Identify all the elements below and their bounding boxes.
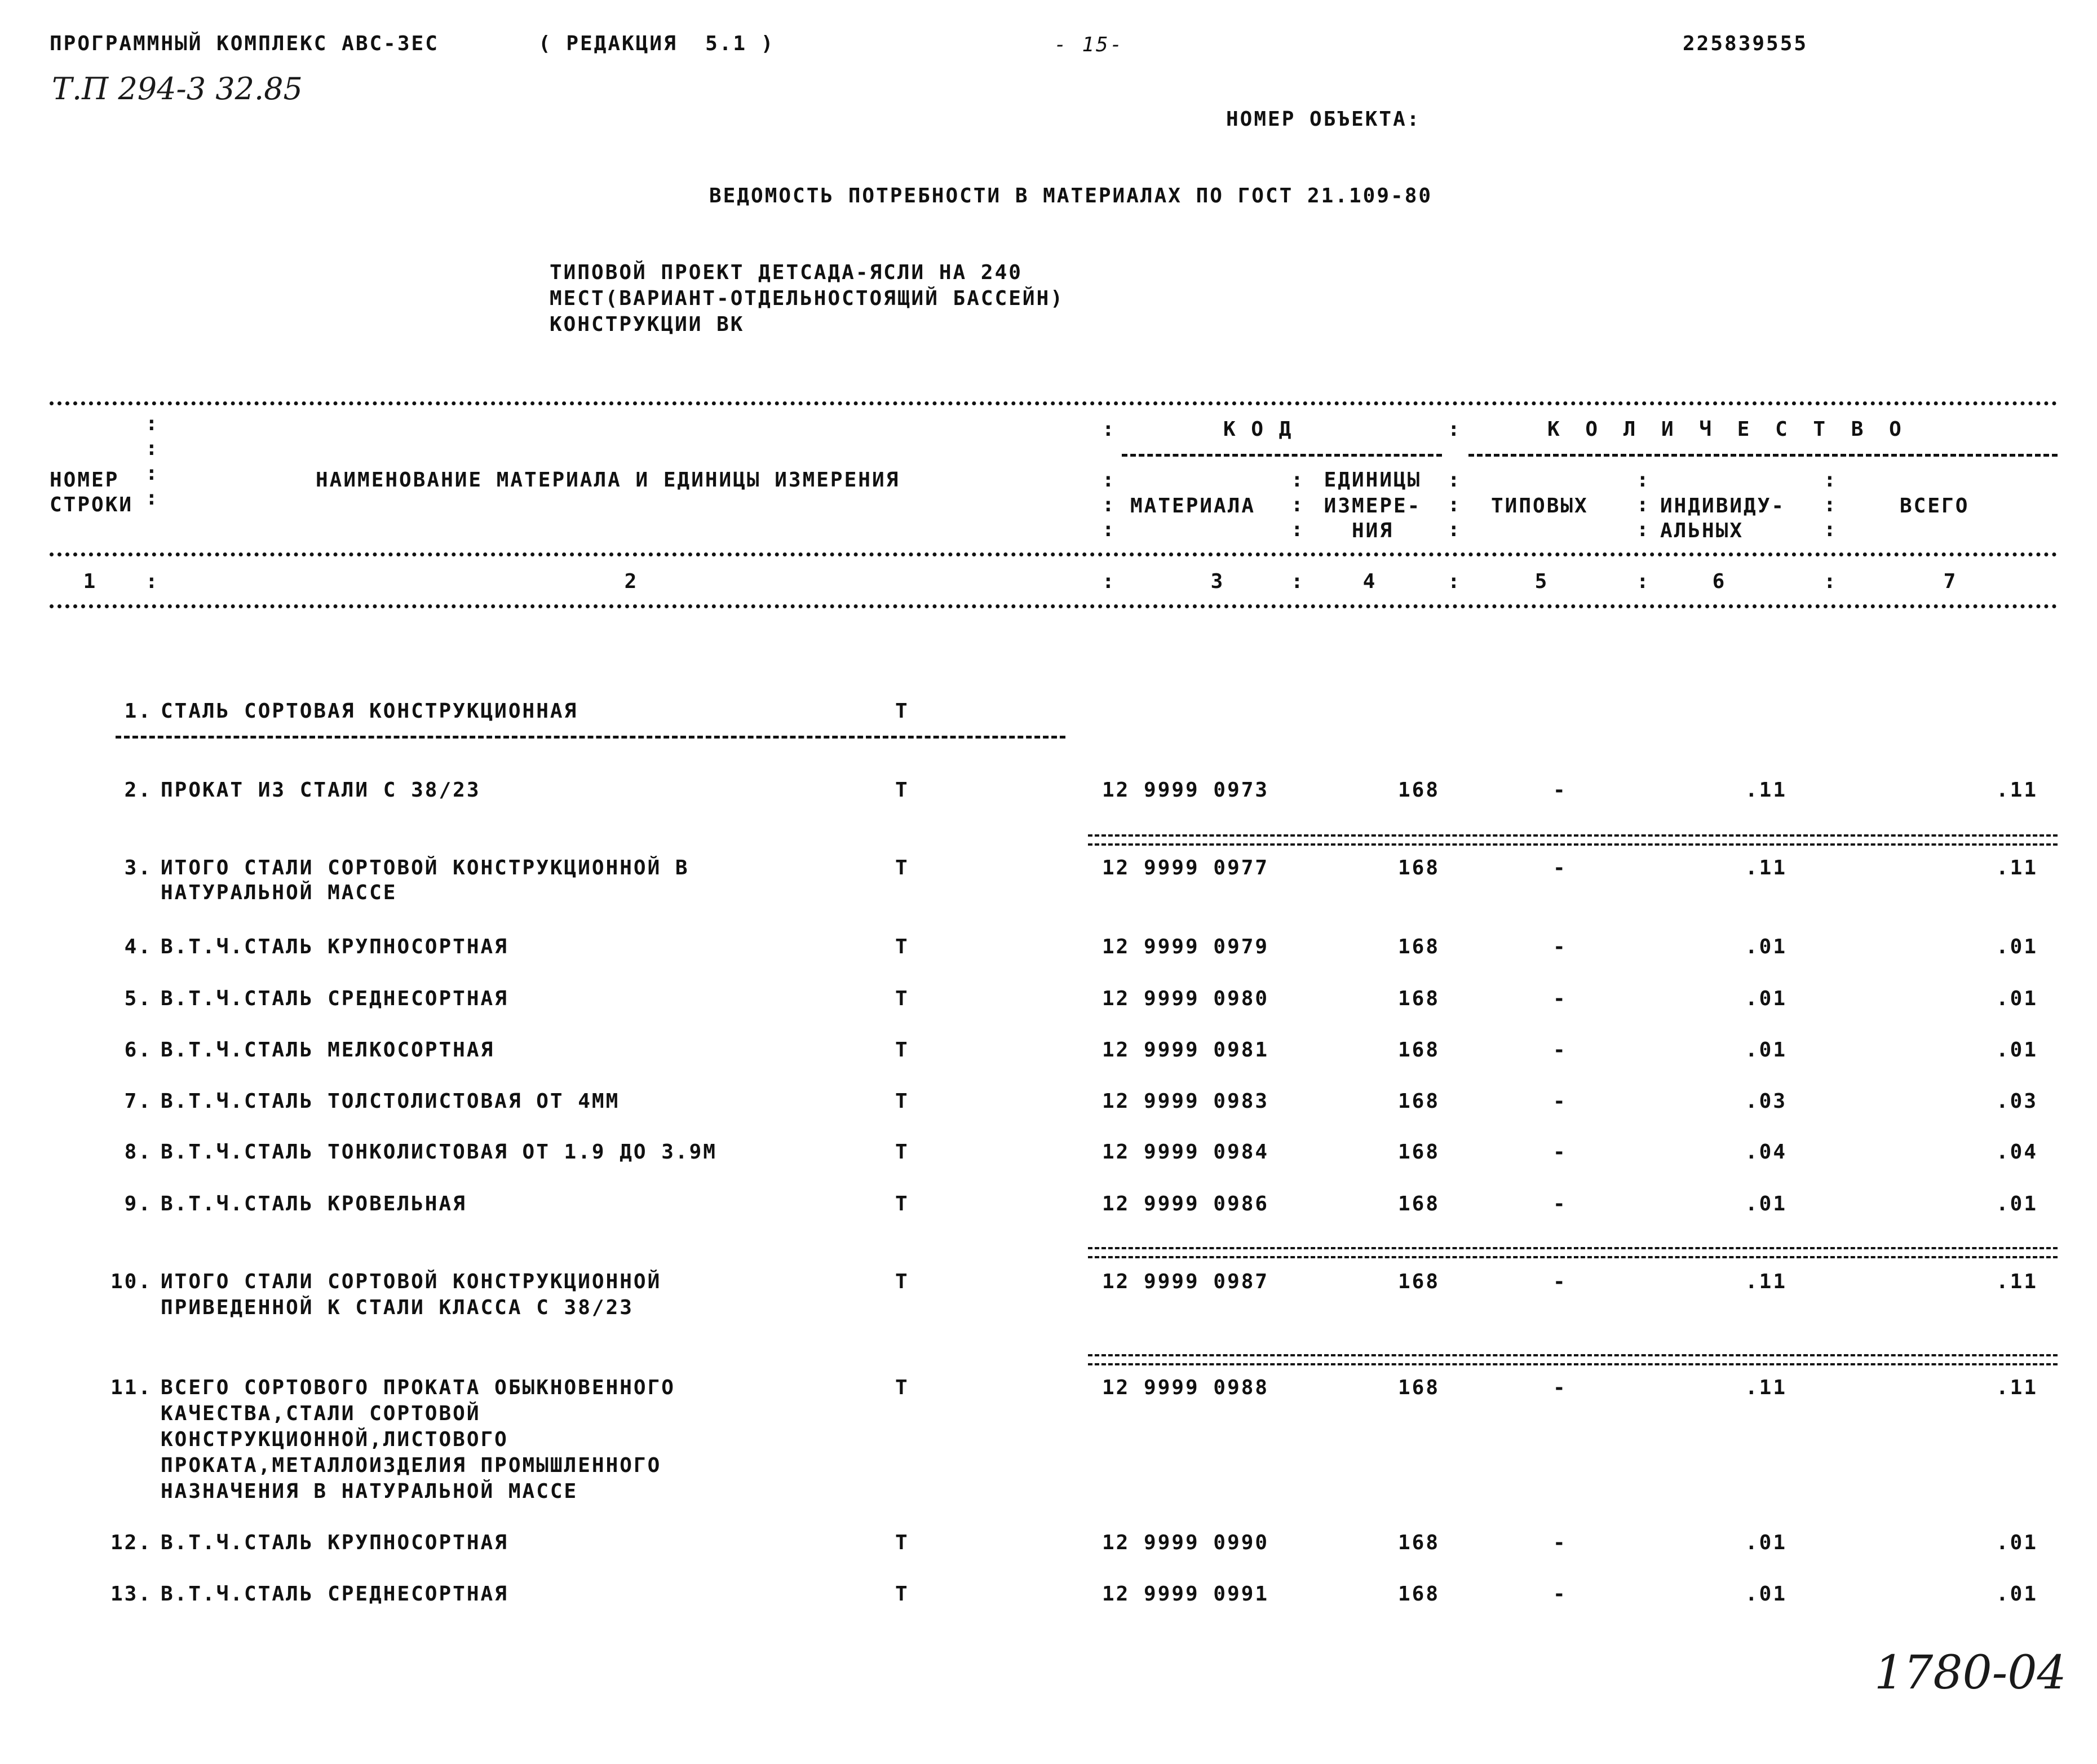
column-separator: :	[1824, 570, 1836, 593]
unit-code: 168	[1398, 935, 1440, 958]
row-number: 10.	[110, 1270, 152, 1293]
column-separator: :	[1102, 570, 1114, 593]
column-separator: : : : :	[145, 412, 158, 510]
material-name: В.Т.Ч.СТАЛЬ СРЕДНЕСОРТНАЯ	[161, 987, 508, 1010]
project-line-3: КОНСТРУКЦИИ ВК	[550, 313, 745, 336]
material-code: 12 9999 0987	[1102, 1270, 1269, 1293]
individual-quantity: .03	[1745, 1090, 1787, 1113]
document-title: ВЕДОМОСТЬ ПОТРЕБНОСТИ В МАТЕРИАЛАХ ПО ГОСТ 21.109-80	[709, 184, 1433, 207]
individual-quantity: .11	[1745, 779, 1787, 802]
row-number-header-2: СТРОКИ	[50, 493, 134, 516]
unit-code: 168	[1398, 1270, 1440, 1293]
total-quantity: .01	[1996, 1582, 2038, 1606]
column-separator: :	[1636, 570, 1649, 593]
header-rule-bottom	[50, 604, 2058, 608]
typical-quantity: -	[1553, 1090, 1567, 1113]
unit-code-header-2: ИЗМЕРЕ-	[1324, 494, 1422, 518]
material-name-continued: КАЧЕСТВА,СТАЛИ СОРТОВОЙ	[161, 1402, 481, 1425]
material-name: В.Т.Ч.СТАЛЬ СРЕДНЕСОРТНАЯ	[161, 1582, 508, 1606]
individual-quantity-header-2: АЛЬНЫХ	[1660, 519, 1744, 542]
total-quantity: .04	[1996, 1140, 2038, 1164]
row-number: 12.	[110, 1531, 152, 1554]
material-name: В.Т.Ч.СТАЛЬ ТОЛСТОЛИСТОВАЯ ОТ 4ММ	[161, 1090, 620, 1113]
individual-quantity: .01	[1745, 935, 1787, 958]
unit-label: Т	[895, 1038, 909, 1062]
row-number: 1.	[124, 700, 152, 723]
typical-quantity: -	[1553, 1038, 1567, 1062]
handwritten-reference: Т.П 294-3 32.85	[52, 71, 303, 107]
column-separator: :	[1448, 418, 1460, 441]
column-number: 1	[83, 570, 98, 593]
column-separator: : : :	[1448, 468, 1460, 541]
handwritten-sheet-number: 1780-04	[1874, 1646, 2067, 1700]
typical-quantity: -	[1553, 779, 1567, 802]
unit-code: 168	[1398, 1376, 1440, 1399]
typical-quantity: -	[1553, 1192, 1567, 1215]
typical-quantity: -	[1553, 1270, 1567, 1293]
total-quantity: .11	[1996, 1270, 2038, 1293]
quantity-group-header: К О Л И Ч Е С Т В О	[1547, 418, 1908, 441]
total-quantity: .03	[1996, 1090, 2038, 1113]
column-number: 6	[1712, 570, 1727, 593]
code-group-header: К О Д	[1223, 418, 1293, 441]
typical-quantity: -	[1553, 1376, 1567, 1399]
typical-quantity: -	[1553, 1140, 1567, 1164]
individual-quantity: .01	[1745, 1192, 1787, 1215]
row-number: 13.	[110, 1582, 152, 1606]
column-separator: :	[1102, 418, 1114, 441]
material-name: ВСЕГО СОРТОВОГО ПРОКАТА ОБЫКНОВЕННОГО	[161, 1376, 675, 1399]
material-code: 12 9999 0983	[1102, 1090, 1269, 1113]
typical-quantity-header: ТИПОВЫХ	[1491, 494, 1589, 518]
material-code: 12 9999 0979	[1102, 935, 1269, 958]
row-number: 3.	[124, 856, 152, 879]
material-name: В.Т.Ч.СТАЛЬ КРУПНОСОРТНАЯ	[161, 935, 508, 958]
material-name: В.Т.Ч.СТАЛЬ КРУПНОСОРТНАЯ	[161, 1531, 508, 1554]
column-number: 7	[1943, 570, 1958, 593]
total-quantity: .11	[1996, 779, 2038, 802]
row-number: 8.	[124, 1140, 152, 1164]
material-code: 12 9999 0977	[1102, 856, 1269, 879]
unit-code: 168	[1398, 1192, 1440, 1215]
header-rule-middle	[50, 552, 2058, 556]
unit-label: Т	[895, 1090, 909, 1113]
unit-code: 168	[1398, 779, 1440, 802]
material-name: ИТОГО СТАЛИ СОРТОВОЙ КОНСТРУКЦИОННОЙ	[161, 1270, 662, 1293]
column-number: 2	[624, 570, 639, 593]
total-quantity: .01	[1996, 1038, 2038, 1062]
material-code: 12 9999 0991	[1102, 1582, 1269, 1606]
row-number-header: НОМЕР	[50, 468, 120, 492]
row-number: 2.	[124, 779, 152, 802]
row-number: 11.	[110, 1376, 152, 1399]
material-name: ПРОКАТ ИЗ СТАЛИ С 38/23	[161, 779, 481, 802]
subtotal-rule	[1088, 1354, 2058, 1365]
material-code-header: МАТЕРИАЛА	[1130, 494, 1256, 518]
row-number: 7.	[124, 1090, 152, 1113]
row-number: 9.	[124, 1192, 152, 1215]
project-line-2: МЕСТ(ВАРИАНТ-ОТДЕЛЬНОСТОЯЩИЙ БАССЕЙН)	[550, 287, 1064, 310]
total-quantity: .11	[1996, 1376, 2038, 1399]
material-code: 12 9999 0973	[1102, 779, 1269, 802]
unit-label: Т	[895, 779, 909, 802]
project-line-1: ТИПОВОЙ ПРОЕКТ ДЕТСАДА-ЯСЛИ НА 240	[550, 261, 1023, 284]
row-underline	[116, 736, 1065, 739]
material-name: СТАЛЬ СОРТОВАЯ КОНСТРУКЦИОННАЯ	[161, 700, 578, 723]
column-number: 5	[1534, 570, 1549, 593]
material-name: В.Т.Ч.СТАЛЬ ТОНКОЛИСТОВАЯ ОТ 1.9 ДО 3.9М	[161, 1140, 717, 1164]
unit-label: Т	[895, 1582, 909, 1606]
total-quantity: .11	[1996, 856, 2038, 879]
document-code: 225839555	[1683, 32, 1808, 55]
program-name: ПРОГРАММНЫЙ КОМПЛЕКС АВС-ЗЕС	[50, 32, 439, 55]
material-name: В.Т.Ч.СТАЛЬ КРОВЕЛЬНАЯ	[161, 1192, 467, 1215]
unit-label: Т	[895, 1140, 909, 1164]
material-code: 12 9999 0984	[1102, 1140, 1269, 1164]
unit-label: Т	[895, 1270, 909, 1293]
individual-quantity: .11	[1745, 1376, 1787, 1399]
material-name: ИТОГО СТАЛИ СОРТОВОЙ КОНСТРУКЦИОННОЙ В	[161, 856, 689, 879]
individual-quantity: .01	[1745, 1531, 1787, 1554]
column-separator: :	[145, 570, 158, 593]
unit-code: 168	[1398, 987, 1440, 1010]
typical-quantity: -	[1553, 1582, 1567, 1606]
material-code: 12 9999 0980	[1102, 987, 1269, 1010]
total-quantity: .01	[1996, 987, 2038, 1010]
header-subrule-code	[1122, 454, 1442, 457]
individual-quantity: .01	[1745, 987, 1787, 1010]
column-separator: : : :	[1102, 468, 1114, 541]
material-name-continued: ПРИВЕДЕННОЙ К СТАЛИ КЛАССА С 38/23	[161, 1296, 634, 1319]
material-name: В.Т.Ч.СТАЛЬ МЕЛКОСОРТНАЯ	[161, 1038, 495, 1062]
row-number: 6.	[124, 1038, 152, 1062]
column-number: 3	[1210, 570, 1225, 593]
material-code: 12 9999 0986	[1102, 1192, 1269, 1215]
unit-label: Т	[895, 935, 909, 958]
subtotal-rule	[1088, 1247, 2058, 1258]
material-name-continued: НАТУРАЛЬНОЙ МАССЕ	[161, 881, 397, 904]
total-quantity-header: ВСЕГО	[1900, 494, 1970, 518]
material-name-continued: КОНСТРУКЦИОННОЙ,ЛИСТОВОГО	[161, 1428, 508, 1451]
total-quantity: .01	[1996, 935, 2038, 958]
material-code: 12 9999 0988	[1102, 1376, 1269, 1399]
material-code: 12 9999 0981	[1102, 1038, 1269, 1062]
unit-code: 168	[1398, 1140, 1440, 1164]
column-separator: : : :	[1824, 468, 1836, 541]
unit-label: Т	[895, 1376, 909, 1399]
unit-code: 168	[1398, 1531, 1440, 1554]
unit-label: Т	[895, 1531, 909, 1554]
typical-quantity: -	[1553, 935, 1567, 958]
individual-quantity: .01	[1745, 1582, 1787, 1606]
subtotal-rule	[1088, 834, 2058, 846]
unit-code: 168	[1398, 1038, 1440, 1062]
column-separator: : : :	[1291, 468, 1303, 541]
unit-label: Т	[895, 1192, 909, 1215]
unit-label: Т	[895, 700, 909, 723]
material-name-continued: НАЗНАЧЕНИЯ В НАТУРАЛЬНОЙ МАССЕ	[161, 1480, 578, 1503]
unit-label: Т	[895, 856, 909, 879]
object-number-label: НОМЕР ОБЪЕКТА:	[1226, 108, 1421, 131]
individual-quantity: .04	[1745, 1140, 1787, 1164]
typical-quantity: -	[1553, 987, 1567, 1010]
program-edition: ( РЕДАКЦИЯ 5.1 )	[538, 32, 775, 55]
column-number: 4	[1362, 570, 1377, 593]
unit-code-header-3: НИЯ	[1351, 519, 1394, 542]
unit-code: 168	[1398, 1582, 1440, 1606]
typical-quantity: -	[1553, 856, 1567, 879]
header-rule-top	[50, 401, 2058, 405]
total-quantity: .01	[1996, 1192, 2038, 1215]
individual-quantity: .01	[1745, 1038, 1787, 1062]
individual-quantity: .11	[1745, 1270, 1787, 1293]
header-subrule-quantity	[1468, 454, 2058, 457]
unit-code: 168	[1398, 856, 1440, 879]
material-name-header: НАИМЕНОВАНИЕ МАТЕРИАЛА И ЕДИНИЦЫ ИЗМЕРЕНИЯ	[316, 468, 900, 492]
column-separator: :	[1291, 570, 1303, 593]
column-separator: :	[1448, 570, 1460, 593]
material-code: 12 9999 0990	[1102, 1531, 1269, 1554]
row-number: 4.	[124, 935, 152, 958]
unit-label: Т	[895, 987, 909, 1010]
individual-quantity-header-1: ИНДИВИДУ-	[1660, 494, 1786, 518]
column-separator: : : :	[1636, 468, 1649, 541]
material-name-continued: ПРОКАТА,МЕТАЛЛОИЗДЕЛИЯ ПРОМЫШЛЕННОГО	[161, 1454, 662, 1477]
page-number: - 15-	[1054, 33, 1124, 56]
row-number: 5.	[124, 987, 152, 1010]
typical-quantity: -	[1553, 1531, 1567, 1554]
unit-code-header-1: ЕДИНИЦЫ	[1324, 468, 1422, 492]
unit-code: 168	[1398, 1090, 1440, 1113]
individual-quantity: .11	[1745, 856, 1787, 879]
total-quantity: .01	[1996, 1531, 2038, 1554]
